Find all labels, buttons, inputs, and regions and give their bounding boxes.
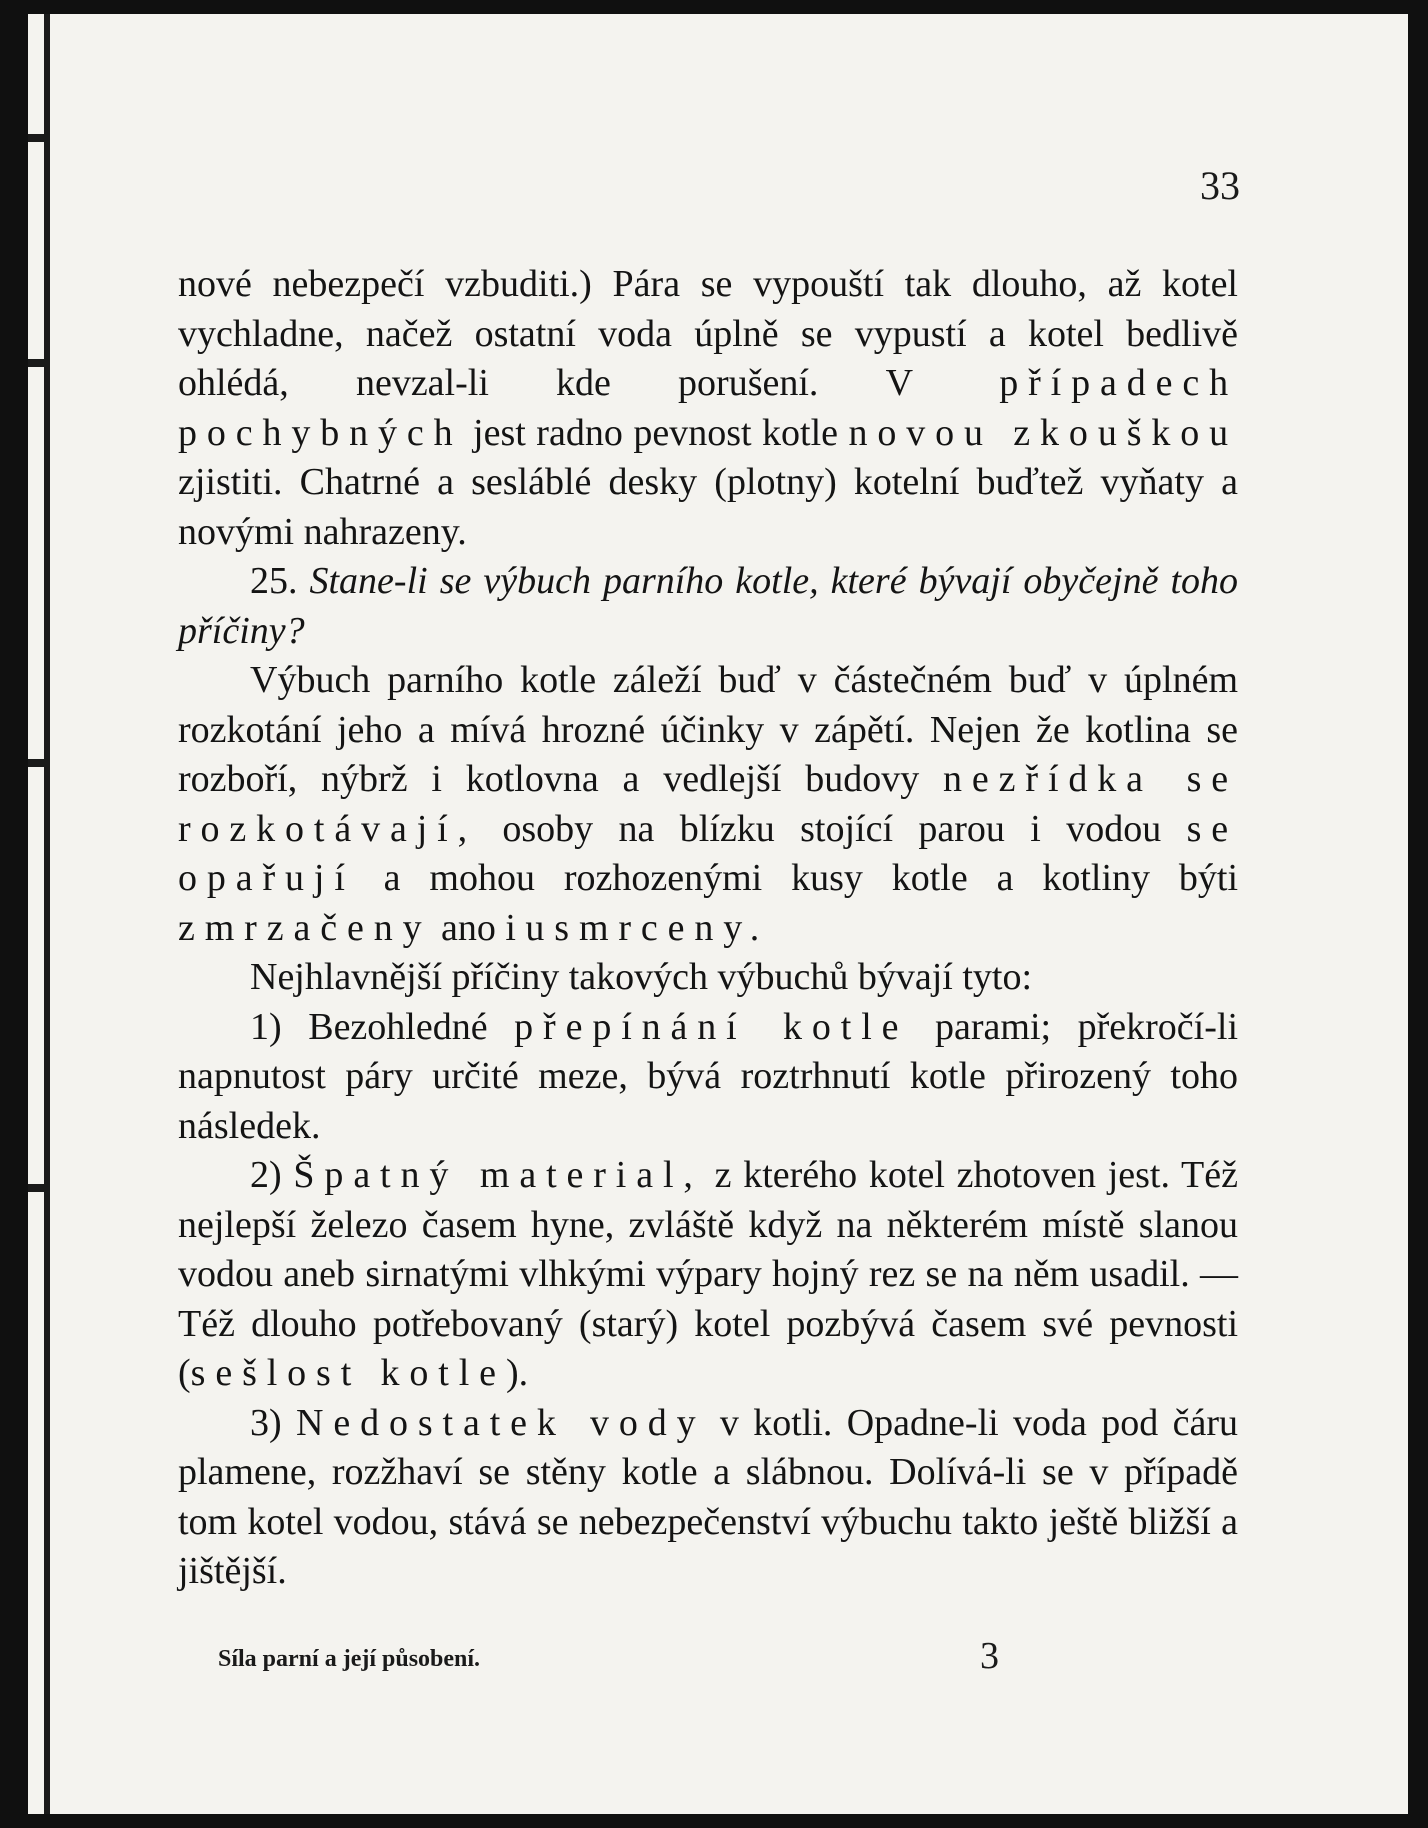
spaced-text: sešlost kotle <box>190 1352 506 1394</box>
text-run: 1) Bezohledné <box>250 1005 515 1048</box>
binding-mark <box>28 759 46 767</box>
list-item <box>178 1003 1238 1152</box>
text-run: 3) <box>250 1401 297 1444</box>
list-item <box>178 1151 1238 1399</box>
text-run: zjistiti. Chatrné a sesláblé desky (plotny) kotelní buďtež vyňaty a novými nahrazeny. <box>178 461 1238 553</box>
page-number: 33 <box>1200 163 1240 208</box>
spaced-text: V případech pochybných <box>178 362 1238 454</box>
spaced-text: zmrzačeny <box>178 906 432 949</box>
spaced-text: Špatný material, <box>293 1154 703 1196</box>
paragraph <box>178 656 1238 953</box>
spaced-text: nezřídka se rozkotávají, <box>178 758 1238 850</box>
spaced-text: Nedostatek vody <box>296 1401 706 1444</box>
question-number: 25. <box>250 560 298 602</box>
binding-mark <box>28 359 46 367</box>
paragraph: Nejhlavnější příčiny takových výbuchů bývají tyto: <box>250 956 1033 998</box>
question-text: Stane-li se výbuch parního kotle, které bývají obyčejně toho příčiny? <box>178 560 1238 652</box>
text-run: z kterého kotel zhotoven jest. Též nejlepší železo časem hyne, zvláště když na některém místě slanou vodou aneb sirnatými vlhkými výpary hojný rez se na něm usadil. — Též dlouho potřebovaný (starý) kotel pozbývá časem své pevnosti ( <box>178 1154 1239 1394</box>
paragraph <box>178 260 1238 557</box>
book-page <box>28 14 1408 1814</box>
main-text <box>178 260 1238 1597</box>
footer-title: Síla parní a její působení. <box>218 1646 481 1672</box>
spaced-text: se opařují <box>178 807 1238 899</box>
spaced-text: novou zkouškou <box>848 411 1239 454</box>
text-run: ano i <box>431 906 526 949</box>
text-run: Výbuch parního kotle záleží buď v částečném buď v úplném rozkotání jeho a mívá hrozné účinky v zápětí. Nejen že kotlina se rozboří, nýbrž i kotlovna a vedlejší budovy <box>178 659 1238 800</box>
text-run: parami; překročí-li napnutost páry určité meze, bývá roztrhnutí kotle přirozený toho následek. <box>178 1005 1239 1147</box>
binding-mark <box>28 134 46 142</box>
binding-mark <box>28 1184 46 1192</box>
list-item <box>178 1399 1238 1597</box>
binding-edge <box>44 14 50 1814</box>
text-run: osoby na blízku stojící parou i vodou <box>477 807 1187 850</box>
spaced-text: usmrceny. <box>525 906 770 949</box>
signature-mark: 3 <box>980 1635 999 1677</box>
text-run: a mohou rozhozenými kusy kotle a kotliny býti <box>354 857 1238 899</box>
text-run: nové nebezpečí vzbuditi.) Pára se vypouští tak dlouho, až kotel vychladne, načež ostatní voda úplně se vypustí a kotel bedlivě ohlédá, nevzal-li kde porušení. <box>178 263 1238 404</box>
question-paragraph <box>178 557 1238 656</box>
spaced-text: přepínání kotle <box>514 1005 909 1048</box>
text-run: ). <box>505 1352 529 1394</box>
text-run: jest radno pevnost kotle <box>462 411 849 454</box>
text-run: v kotli. Opadne-li voda pod čáru plamene, rozžhaví se stěny kotle a slábnou. Dolívá-li se v případě tom kotel vodou, stává se nebezpečenství výbuchu takto ještě bližší a jištější. <box>178 1401 1238 1592</box>
text-run: 2) <box>250 1154 294 1196</box>
